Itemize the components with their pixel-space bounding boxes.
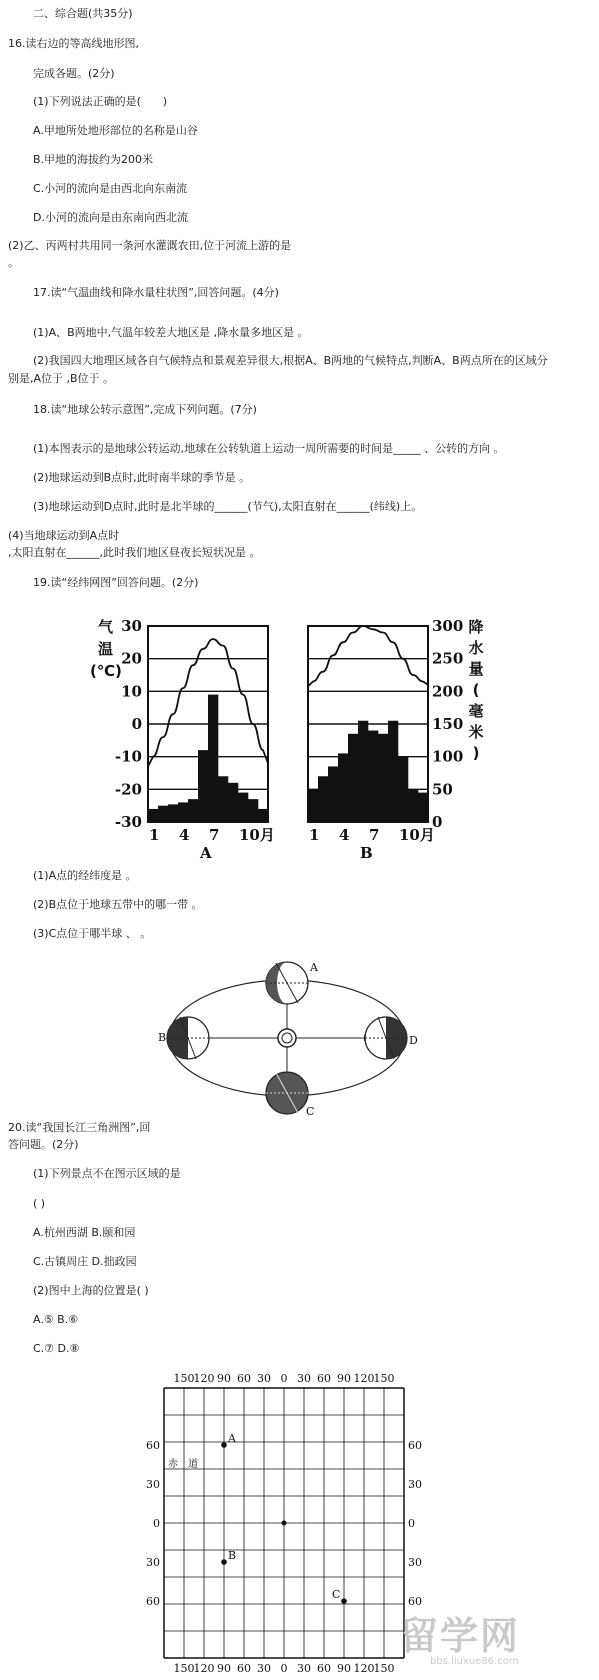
precip-axis-label-char: 降 [468,618,484,636]
top-lon-tick: 30 [257,1372,271,1385]
precip-bar [348,734,358,822]
question-16-sub2: (2)乙、丙两村共用同一条河水灌溉农田,位于河流上游的是 [8,239,292,252]
question-16-sub2-end: 。 [8,256,19,269]
climate-panel-a [148,626,275,860]
top-lon-tick: 30 [297,1372,311,1385]
left-lat-tick: 60 [146,1595,160,1608]
question-18: 18.读“地球公转示意图”,完成下列问题。(7分) [33,403,257,416]
question-19: 19.读“经纬网图”回答问题。(2分) [33,576,199,589]
option-c: C.小河的流向是由西北向东南流 [33,182,188,195]
left-lat-tick: 30 [146,1478,160,1491]
question-16-prompt: 完成各题。(2分) [33,67,115,80]
precip-bar [378,734,388,822]
precip-axis-label-char: 米 [468,723,484,741]
top-lon-tick: 120 [193,1372,215,1385]
right-lat-tick: 30 [408,1478,422,1491]
question-18-sub3: (3)地球运动到D点时,此时是北半球的______(节气),太阳直射在______(纬线)上。 [33,500,423,513]
right-lat-tick: 60 [408,1439,422,1452]
left-lat-tick: 60 [146,1439,160,1452]
bottom-lon-tick: 0 [280,1662,288,1675]
month-label: 7 [369,826,380,844]
question-18-sub2: (2)地球运动到B点时,此时南半球的季节是 。 [33,471,251,484]
precip-tick: 250 [432,649,464,668]
precip-bar [188,799,198,822]
precip-bar [168,804,178,822]
left-lat-tick: 0 [153,1517,160,1530]
question-20-sub1-paren: ( ) [33,1197,46,1210]
question-18-sub1: (1)本图表示的是地球公转运动,地球在公转轨道上运动一周所需要的时间是_____ 、公转的方向 。 [33,442,505,455]
grid-point-label: B [228,1549,237,1562]
lat-lon-grid [140,1372,440,1678]
top-lon-tick: 90 [337,1372,351,1385]
precip-axis-label-char: ) [472,744,480,762]
top-lon-tick: 90 [217,1372,231,1385]
question-19-sub1: (1)A点的经纬度是 。 [33,869,137,882]
month-label: 7 [209,826,220,844]
question-19-sub2: (2)B点位于地球五带中的哪一带 。 [33,898,203,911]
q20-sub2-option-ab: A.⑤ B.⑥ [33,1313,79,1326]
question-18-sub4: (4)当地球运动到A点时 [8,529,120,542]
month-label: 4 [179,826,190,844]
precip-tick: 150 [432,715,464,733]
precip-bar [338,753,348,822]
orbit-label-c: C [306,1105,315,1118]
top-lon-tick: 60 [317,1372,331,1385]
precip-bar [358,721,368,822]
question-17-sub1: (1)A、B两地中,气温年较差大地区是 ,降水量多地区是 。 [33,326,309,339]
top-lon-tick: 120 [353,1372,375,1385]
earth-orbit-diagram [150,955,425,1120]
top-lon-tick: 60 [237,1372,251,1385]
month-label: 10月 [399,826,435,844]
bottom-lon-tick: 150 [173,1662,195,1675]
temp-tick: -30 [114,813,142,831]
q20-sub2-option-cd: C.⑦ D.⑧ [33,1342,80,1355]
precip-bar [388,721,398,822]
question-20-sub1: (1)下列景点不在图示区域的是 [33,1167,181,1180]
precip-bar [318,776,328,822]
precip-tick: 100 [432,747,464,766]
bottom-lon-tick: 30 [297,1662,311,1675]
question-20-cont: 答问题。(2分) [8,1138,79,1151]
top-lon-tick: 150 [173,1372,195,1385]
precip-tick: 50 [432,780,453,799]
temp-tick: -10 [114,747,142,766]
precip-axis-label-char: ( [472,681,480,699]
precip-bar [258,809,268,822]
precip-bar [148,809,158,822]
question-17-sub2: (2)我国四大地理区域各自气候特点和景观差异很大,根据A、B两地的气候特点,判断A、B两点所在的区域分 [33,354,548,367]
climate-chart-figure [80,612,500,860]
precip-axis-label-char: 水 [468,639,484,657]
watermark-logo: 留学网 [400,1614,521,1658]
orbit-label-d: D [409,1034,418,1047]
precip-bar [208,695,218,822]
precip-bar [238,793,248,822]
right-lat-tick: 0 [408,1517,415,1530]
precip-bar [248,799,258,822]
question-16: 16.读右边的等高线地形图, [8,37,139,50]
grid-point-label: C [332,1588,341,1601]
precip-bar [308,789,318,822]
bottom-lon-tick: 120 [353,1662,375,1675]
earth-icon-a [266,962,308,1004]
month-label: 1 [309,826,320,844]
question-18-sub4-cont: ,太阳直射在______,此时我们地区昼夜长短状况是 。 [8,546,261,559]
precip-bar [408,789,418,822]
q20-option-cd: C.古镇周庄 D.拙政园 [33,1255,137,1268]
question-17: 17.读“气温曲线和降水量柱状图”,回答问题。(4分) [33,286,279,299]
option-a: A.甲地所处地形部位的名称是山谷 [33,124,198,137]
origin-dot [282,1521,287,1526]
precip-bar [198,750,208,822]
bottom-lon-tick: 90 [337,1662,351,1675]
orbit-label-b: B [158,1031,167,1044]
orbit-label-a: A [310,961,318,974]
question-17-sub2-cont: 别是,A位于 ,B位于 。 [8,372,115,385]
precip-bar [158,806,168,822]
precip-bar [368,731,378,822]
watermark-url: bbs.liuxue86.com [430,1656,519,1667]
grid-point-a [221,1442,227,1448]
bottom-lon-tick: 150 [373,1662,395,1675]
panel-label: B [360,844,373,860]
equator-label: 赤 道 [168,1459,198,1470]
left-lat-tick: 30 [146,1556,160,1569]
question-20: 20.读“我国长江三角洲图”,回 [8,1121,151,1134]
q20-option-ab: A.杭州西湖 B.颐和园 [33,1226,136,1239]
question-16-sub1: (1)下列说法正确的是( ) [33,95,168,108]
bottom-lon-tick: 90 [217,1662,231,1675]
precip-tick: 200 [432,682,464,701]
precip-axis-label-char: 量 [468,660,484,678]
precip-bar [418,793,428,822]
temp-tick: -20 [114,780,142,799]
precip-axis-label-char: 毫 [468,702,484,720]
bottom-lon-tick: 120 [193,1662,215,1675]
option-d: D.小河的流向是由东南向西北流 [33,211,188,224]
precip-bar [218,776,228,822]
temp-tick: 20 [121,649,142,668]
top-lon-tick: 0 [280,1372,288,1385]
sun-icon [278,1029,296,1047]
precip-bar [178,802,188,822]
month-label: 1 [149,826,160,844]
question-19-sub3: (3)C点位于哪半球 、 。 [33,927,152,940]
temp-tick: 10 [121,682,142,701]
panel-label: A [200,844,212,860]
right-lat-tick: 60 [408,1595,422,1608]
bottom-lon-tick: 60 [317,1662,331,1675]
bottom-lon-tick: 60 [237,1662,251,1675]
temp-tick: 30 [121,617,142,635]
temp-axis-label-2: 温 [98,640,114,658]
precip-tick: 300 [432,617,464,635]
precip-tick: 0 [432,813,443,831]
month-label: 4 [339,826,350,844]
temp-axis-label-3: (℃) [90,662,122,680]
temp-tick: 0 [131,715,142,733]
precip-bar [328,766,338,822]
temp-axis-label-1: 气 [98,618,114,636]
option-b: B.甲地的海拔约为200米 [33,153,154,166]
question-20-sub2: (2)图中上海的位置是( ) [33,1284,149,1297]
grid-point-label: A [228,1432,236,1445]
temperature-curve [308,626,428,686]
grid-point-b [221,1559,227,1565]
earth-icon-b [167,1017,209,1059]
top-lon-tick: 150 [373,1372,395,1385]
right-lat-tick: 30 [408,1556,422,1569]
section-title: 二、综合题(共35分) [33,7,133,20]
grid-point-c [341,1598,347,1604]
climate-panel-b [308,626,435,860]
earth-icon-c [266,1072,308,1114]
bottom-lon-tick: 30 [257,1662,271,1675]
earth-icon-d [365,1017,407,1059]
month-label: 10月 [239,826,275,844]
